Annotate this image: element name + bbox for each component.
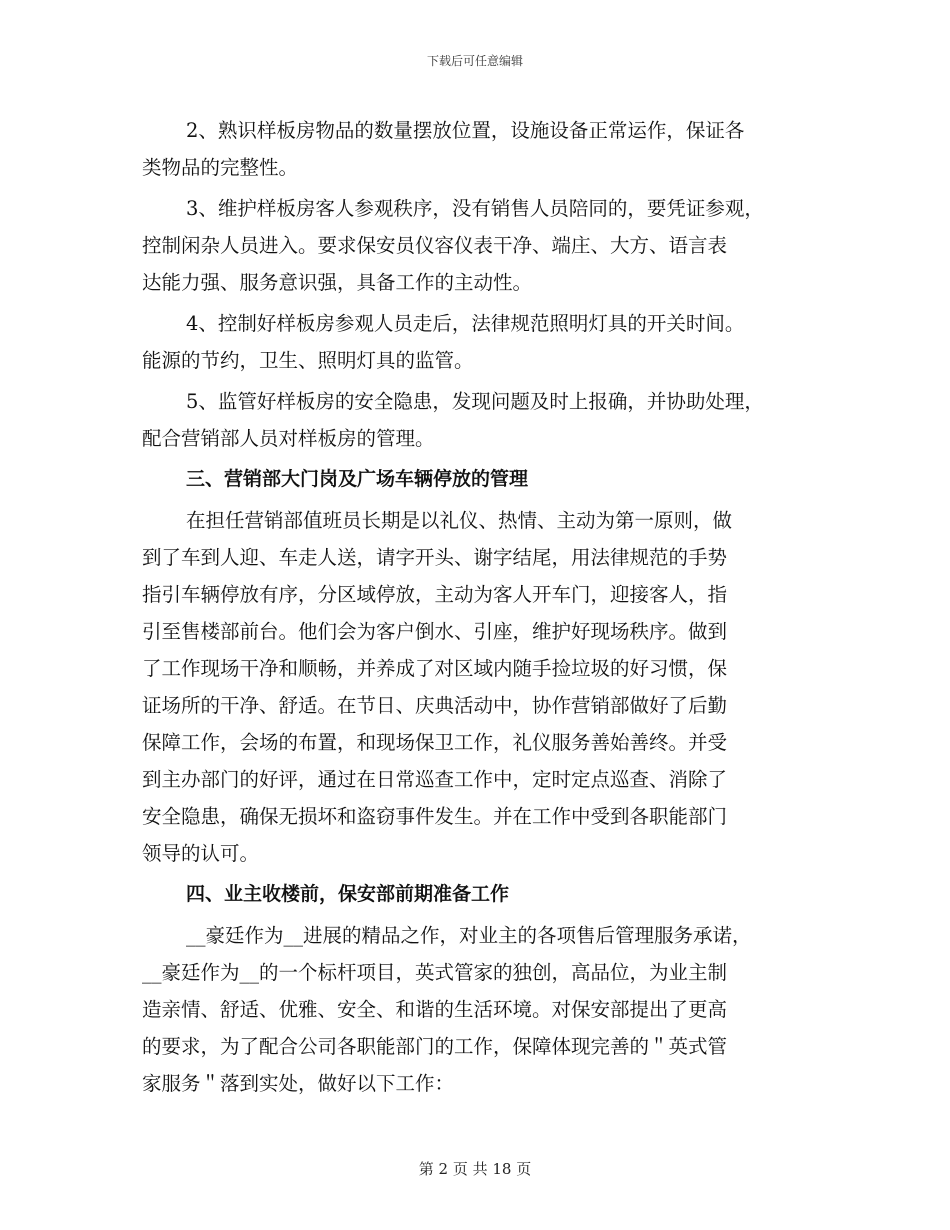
text-line: __豪廷作为__进展的精品之作，对业主的各项售后管理服务承诺，: [186, 924, 752, 947]
section-heading-4: 四、业主收楼前，保安部前期准备工作: [186, 883, 510, 905]
section-heading-3: 三、营销部大门岗及广场车辆停放的管理: [186, 468, 529, 490]
text-line: 达能力强、服务意识强，具备工作的主动性。: [142, 271, 533, 294]
text-line: 5、监管好样板房的安全隐患，发现问题及时上报确，并协助处理，: [186, 390, 764, 413]
paragraph-item-3: [142, 190, 822, 301]
section-3-paragraph: [142, 502, 822, 872]
section-4-paragraph: [142, 917, 822, 1102]
text-line: 4、控制好样板房参观人员走后，法律规范照明灯具的开关时间。: [186, 312, 745, 335]
text-line: 领导的认可。: [142, 842, 260, 865]
text-line: 配合营销部人员对样板房的管理。: [142, 427, 435, 450]
text-line: 类物品的完整性。: [142, 156, 299, 179]
page-header: 下载后可任意编辑: [426, 54, 523, 68]
text-line: 到主办部门的好评，通过在日常巡查工作中，定时定点巡查、消除了: [142, 768, 728, 791]
paragraph-item-5: [142, 383, 822, 457]
text-line: 指引车辆停放有序，分区域停放，主动为客人开车门，迎接客人，指: [142, 583, 728, 606]
text-line: 证场所的干净、舒适。在节日、庆典活动中，协作营销部做好了后勤: [142, 694, 728, 717]
text-line: 控制闲杂人员进入。要求保安员仪容仪表干净、端庄、大方、语言表: [142, 234, 728, 257]
paragraph-item-2: [142, 112, 822, 186]
text-line: 能源的节约，卫生、照明灯具的监管。: [142, 349, 474, 372]
text-line: 在担任营销部值班员长期是以礼仪、热情、主动为第一原则，做: [186, 509, 733, 532]
paragraph-item-4: [142, 305, 822, 379]
text-line: 2、熟识样板房物品的数量摆放位置，设施设备正常运作，保证各: [186, 119, 745, 142]
page-footer: 第 2 页 共 18 页: [418, 1160, 532, 1178]
text-line: 家服务＂落到实处，做好以下工作：: [142, 1072, 455, 1095]
text-line: __豪廷作为__的一个标杆项目，英式管家的独创，高品位，为业主制: [142, 961, 728, 984]
text-line: 了工作现场干净和顺畅，并养成了对区域内随手捡垃圾的好习惯，保: [142, 657, 728, 680]
text-line: 造亲情、舒适、优雅、安全、和谐的生活环境。对保安部提出了更高: [142, 998, 728, 1021]
text-line: 到了车到人迎、车走人送，请字开头、谢字结尾，用法律规范的手势: [142, 546, 728, 569]
text-line: 引至售楼部前台。他们会为客户倒水、引座，维护好现场秩序。做到: [142, 620, 728, 643]
text-line: 保障工作，会场的布置，和现场保卫工作，礼仪服务善始善终。并受: [142, 731, 728, 754]
text-line: 安全隐患，确保无损坏和盗窃事件发生。并在工作中受到各职能部门: [142, 805, 728, 828]
document-body: [142, 112, 822, 1102]
text-line: 3、维护样板房客人参观秩序，没有销售人员陪同的，要凭证参观，: [186, 197, 764, 220]
text-line: 的要求，为了配合公司各职能部门的工作，保障体现完善的＂英式管: [142, 1035, 728, 1058]
